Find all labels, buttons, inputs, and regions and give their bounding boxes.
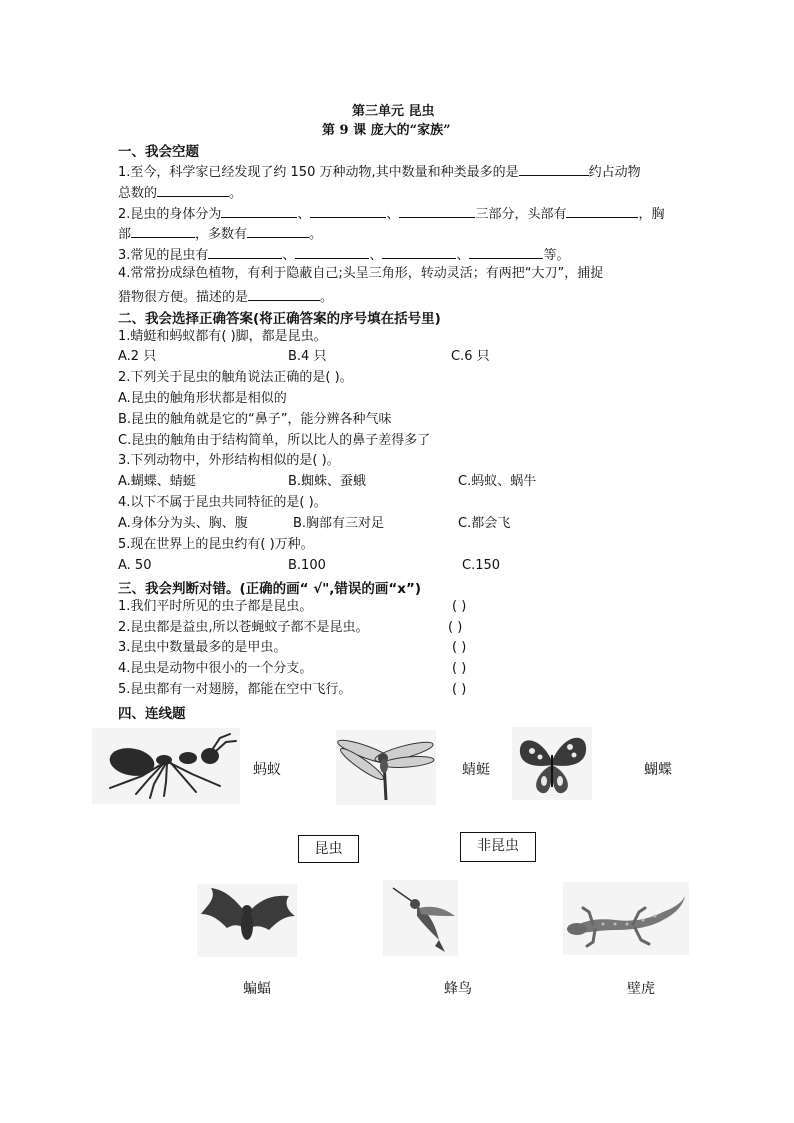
judge-paren-4: ( ) <box>452 661 467 676</box>
judge-paren-2: ( ) <box>448 620 463 635</box>
section4-heading: 四、连线题 <box>118 706 186 722</box>
option-2-2-a: A.昆虫的触角形状都是相似的 <box>118 391 287 406</box>
option-2-3-a: A.蝴蝶、蜻蜓 <box>118 474 196 489</box>
box-non-insect: 非昆虫 <box>460 832 536 862</box>
label-ant: 蚂蚁 <box>253 762 281 778</box>
section3-heading: 三、我会判断对错。(正确的画“ √",错误的画“x”) <box>118 581 422 597</box>
judge-paren-1: ( ) <box>452 599 467 614</box>
option-2-2-b: B.昆虫的触角就是它的“鼻子”，能分辨各种气味 <box>118 412 392 427</box>
question-1-3: 3.常见的昆虫有 、 、 、 等。 <box>118 244 569 265</box>
option-2-2-c: C.昆虫的触角由于结构简单，所以比人的鼻子差得多了 <box>118 433 431 448</box>
label-dragonfly: 蜻蜓 <box>462 762 490 778</box>
question-1-4: 4.常常扮成绿色植物，有利于隐蔽自己;头呈三角形，转动灵活；有两把“大刀”，捕捉 <box>118 266 604 281</box>
dragonfly-icon <box>336 730 436 805</box>
option-2-5-a: A. 50 <box>118 558 152 573</box>
section1-heading: 一、我会空题 <box>118 144 199 160</box>
judge-item-2: 2.昆虫都是益虫,所以苍蝇蚊子都不是昆虫。 <box>118 620 369 635</box>
option-2-5-c: C.150 <box>462 558 501 573</box>
bat-icon <box>197 884 297 957</box>
judge-item-3: 3.昆虫中数量最多的是甲虫。 <box>118 640 287 655</box>
question-2-1: 1.蜻蜓和蚂蚁都有( )脚，都是昆虫。 <box>118 329 327 344</box>
option-2-3-b: B.蜘蛛、蚕蛾 <box>288 474 367 489</box>
ant-icon <box>92 728 240 804</box>
option-2-4-a: A.身体分为头、胸、腹 <box>118 516 248 531</box>
question-2-2: 2.下列关于昆虫的触角说法正确的是( )。 <box>118 370 353 385</box>
box-insect: 昆虫 <box>298 835 359 863</box>
option-2-3-c: C.蚂蚁、蜗牛 <box>458 474 537 489</box>
hummingbird-icon <box>383 880 458 956</box>
question-2-3: 3.下列动物中，外形结构相似的是( )。 <box>118 453 340 468</box>
option-2-1-a: A.2 只 <box>118 349 157 364</box>
option-2-1-b: B.4 只 <box>288 349 327 364</box>
option-2-5-b: B.100 <box>288 558 326 573</box>
judge-paren-3: ( ) <box>452 640 467 655</box>
option-2-1-c: C.6 只 <box>451 349 490 364</box>
label-butterfly: 蝴蝶 <box>644 762 672 778</box>
section2-heading: 二、我会选择正确答案(将正确答案的序号填在括号里) <box>118 311 441 327</box>
option-2-4-c: C.都会飞 <box>458 516 511 531</box>
unit-title: 第三单元 昆虫 <box>352 104 435 119</box>
judge-paren-5: ( ) <box>452 682 467 697</box>
label-bat: 蝙蝠 <box>243 981 271 997</box>
question-1-4-cont: 猎物很方便。描述的是 。 <box>118 286 333 307</box>
gecko-icon <box>563 882 689 955</box>
option-2-4-b: B.胸部有三对足 <box>293 516 385 531</box>
lesson-title: 第 9 课 庞大的“家族” <box>322 123 451 138</box>
question-1-2: 2.昆虫的身体分为 、 、 三部分，头部有 ，胸 <box>118 203 664 224</box>
question-2-4: 4.以下不属于昆虫共同特征的是( )。 <box>118 495 327 510</box>
label-hummingbird: 蜂鸟 <box>444 981 472 997</box>
label-gecko: 壁虎 <box>627 981 655 997</box>
judge-item-5: 5.昆虫都有一对翅膀，都能在空中飞行。 <box>118 682 352 697</box>
butterfly-icon <box>512 727 592 800</box>
question-1-1-cont: 总数的 。 <box>118 182 242 203</box>
judge-item-4: 4.昆虫是动物中很小的一个分支。 <box>118 661 313 676</box>
question-1-1: 1.至今，科学家已经发现了约 150 万种动物,其中数量和种类最多的是 约占动物 <box>118 161 641 182</box>
question-2-5: 5.现在世界上的昆虫约有( )万种。 <box>118 537 314 552</box>
question-1-2-cont: 部 ，多数有 。 <box>118 223 322 244</box>
judge-item-1: 1.我们平时所见的虫子都是昆虫。 <box>118 599 313 614</box>
